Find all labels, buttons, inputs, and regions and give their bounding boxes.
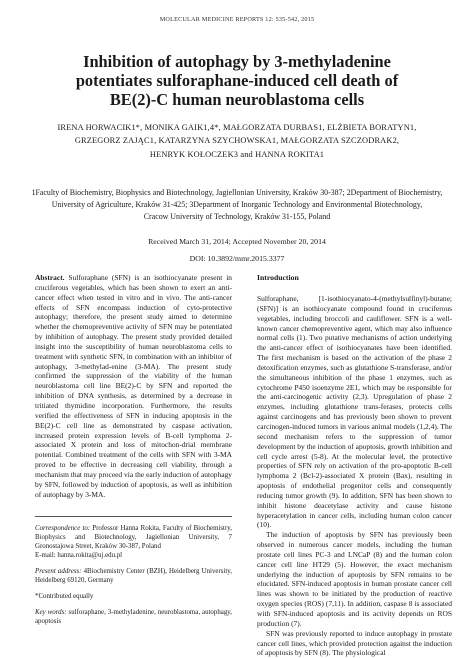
authors-line-1: IRENA HORWACIK1*, MONIKA GAIK1,4*, MAŁGORZATA DURBAS1, ELŻBIETA BORATYN1, xyxy=(57,123,417,132)
affiliation-line-2: University of Agriculture, Kraków 31-425; 3Department of Inorganic Technology and Environmental Biotechnology, xyxy=(51,200,423,209)
abstract xyxy=(35,273,232,499)
title-line-3: BE(2)-C human neuroblastoma cells xyxy=(109,90,365,109)
running-head: MOLECULAR MEDICINE REPORTS 12: 535-542, 2015 xyxy=(159,16,315,23)
authors-line-3: HENRYK KOŁOCZEK3 and HANNA ROKITA1 xyxy=(149,149,325,159)
received-accepted-dates: Received March 31, 2014; Accepted November 20, 2014 xyxy=(148,237,326,246)
authors-line-2: GRZEGORZ ZAJĄC1, KATARZYNA SZYCHOWSKA1, MAŁGORZATA SZCZODRAK2, xyxy=(74,136,400,146)
article-title xyxy=(40,52,434,109)
author-list xyxy=(40,121,434,161)
keywords-label: Key words: xyxy=(35,608,67,616)
correspondence-email[interactable]: E-mail: hanna.rokita@uj.edu.pl xyxy=(35,552,123,560)
left-column xyxy=(35,273,232,634)
title-line-2: potentiates sulforaphane-induced cell death of xyxy=(75,71,399,90)
introduction-paragraph-1: Sulforaphane, [1-isothiocyanato-4-(methylsulfinyl)-butane; (SFN)] is an isothiocyanate compound found in cruciferous vegetables, including broccoli and cauliflower. SFN is a well-known cancer chemopreventive agent, which may also influence normal cells (1). Two putative mechanisms of action underlying the anti-cancer effect of isothiocyanates have been identified. The first mechanism is based on the activation of the phase 2 detoxification enzymes, such as glutathione S-transferase, and/or the simultaneous inhibition of the phase 1 enzymes, such as cytochrome P450 isoenzyme 2E1, which may be responsible for the anti-carcinogenic activity (2,3). Upregulation of phase 2 enzymes, including glutathione trans-ferases, protects cells against carcinogens and has previously been shown to prevent carcinogen-induced tumors in various animal models (1,2,4). The second mechanism refers to the suppression of tumor development by the induction of apoptosis, growth inhibition and cell cycle arrest (5-8). At the molecular level, the protective properties of SFN rely on activation of the pro-apoptotic B-cell lymphoma 2 (Bcl-2)-associated X protein (Bax), resulting in apoptosis of endothelial progenitor cells and consequently reducing tumor growth (9). In addition, SFN has been shown to inhibit histone deacetylase activity and cause histone hyperacetylation in cancer cells, including human colon cancer (10). xyxy=(257,294,452,530)
doi-link[interactable]: DOI: 10.3892/mmr.2015.3377 xyxy=(189,254,285,263)
introduction-paragraph-3: SFN was previously reported to induce autophagy in prostate cancer cell lines, which provided protection against the induction of apoptosis by SFN (8). The physiological xyxy=(257,628,452,658)
title-line-1: Inhibition of autophagy by 3-methyladenine xyxy=(83,52,391,71)
present-address-note xyxy=(35,568,232,586)
right-column xyxy=(257,273,452,658)
correspondence-text: Professor Hanna Rokita, Faculty of Biochemistry, Biophysics and Biotechnology, Jagiellonian University, 7 Gronostajowa Street, Kraków 30-387, Poland xyxy=(35,525,232,551)
abstract-text: Sulforaphane (SFN) is an isothiocyanate present in cruciferous vegetables, which has been shown to exert an anti-cancer effect when tested in vitro and in vivo. The anti-cancer effects of SFN encompass induction of cyto-protective autophagy; therefore, the present study aimed to determine whether the chemopreventive activity of SFN may be potentiated by inhibition of autophagy. The present study provided detailed insight into the susceptibility of human neuroblastoma cells to treatment with synthetic SFN, in combination with an inhibitor of autophagy, 3-methylad-enine (3-MA). The present study confirmed the suppression of the viability of the human neuroblastoma cell line BE(2)-C by SFN and reported the inhibition of DNA synthesis, as determined by a decrease in tritiated thymidine incorporation. Furthermore, the results verified the effectiveness of SFN in inducing apoptosis in the BE(2)-C cell line as demonstrated by caspase activation, increased protein expression levels of B-cell lymphoma 2-associated X protein and loss of mitochon-drial membrane potential. Combined treatment of the cells with SFN with 3-MA proved to be effective in decreasing cell viability, through a mechanism that may proceed via the early induction of autophagy by SFN, followed by induction of apoptosis, as well as inhibition of autophagy by 3-MA. xyxy=(35,273,233,499)
affiliation-line-3: Cracow University of Technology, Kraków 31-155, Poland xyxy=(143,212,331,221)
present-address-label: Present address: xyxy=(35,568,82,576)
present-address-text: 4Biochemistry Center (BZH), Heidelberg University, Heidelberg 69120, Germany xyxy=(35,568,232,584)
correspondence-label: Correspondence to: xyxy=(35,525,91,533)
affiliation-line-1: 1Faculty of Biochemistry, Biophysics and Biotechnology, Jagiellonian University, Kraków 30-387; 2Department of Biochemistry, xyxy=(31,188,443,197)
footnote-divider xyxy=(35,516,232,517)
keywords-note xyxy=(35,609,232,627)
abstract-label: Abstract. xyxy=(35,273,65,282)
contributed-equally-note: *Contributed equally xyxy=(35,592,94,600)
correspondence-note xyxy=(35,525,232,561)
introduction-paragraph-2: The induction of apoptosis by SFN has previously been observed in numerous cancer models, including the human prostate cell lines PC-3 and LNCaP (8) and the human colon cancer cell line HT29 (5). However, the exact mechanism underlying the induction of apoptosis by SFN remains to be elucidated. SFN-induced apoptosis in human prostate cancer cell lines was shown to be initiated by the production of reactive oxygen species (ROS) (7,11). In addition, caspase 8 is associated with SFN-induced apoptosis and its activity depends on ROS production (7). xyxy=(257,530,452,628)
introduction-heading: Introduction xyxy=(257,273,299,282)
keywords-text: sulforaphane, 3-methyladenine, neuroblastoma, autophagy, apoptosis xyxy=(35,608,232,625)
affiliations xyxy=(28,187,446,223)
